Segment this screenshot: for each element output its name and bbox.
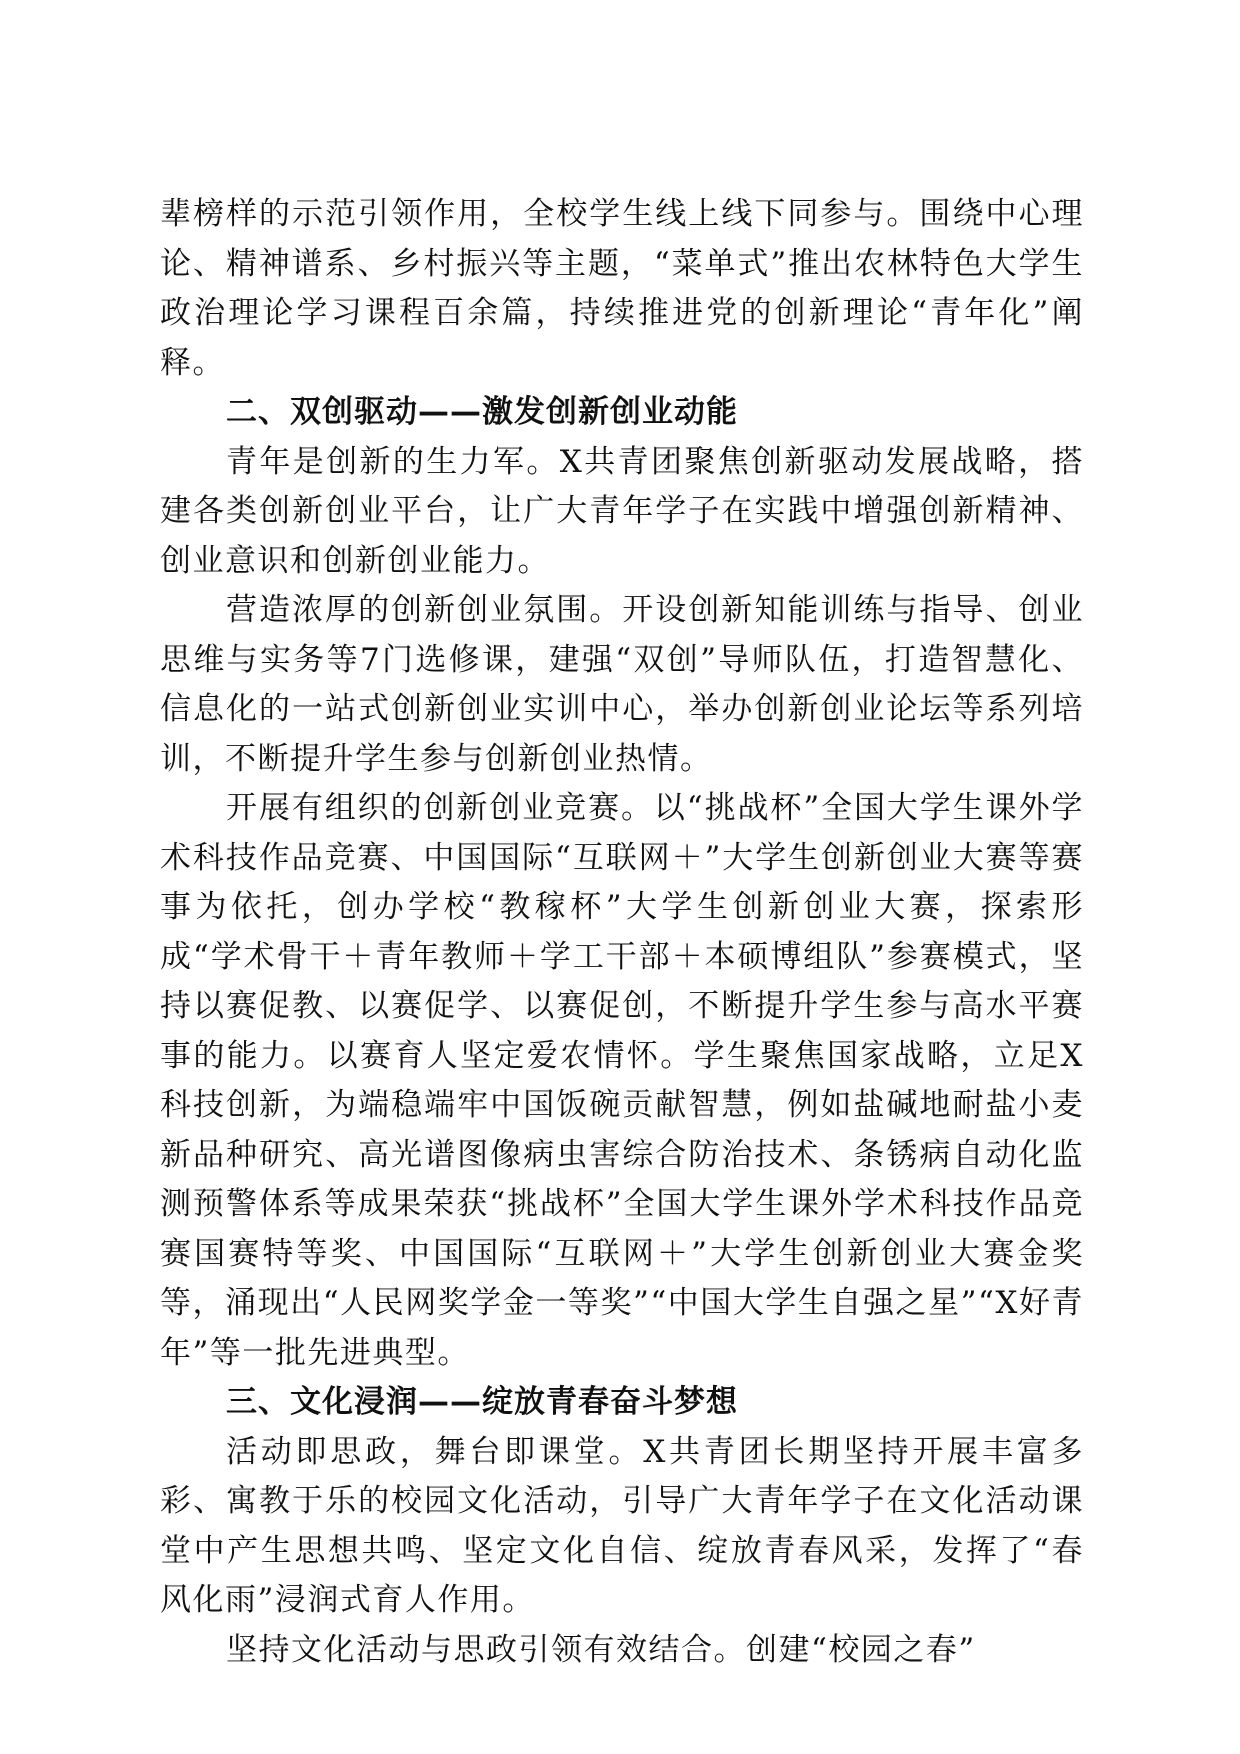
paragraph: 坚持文化活动与思政引领有效结合。创建“校园之春” — [226, 1631, 976, 1668]
paragraph: 开展有组织的创新创业竞赛。以“挑战杯”全国大学生课外学术科技作品竞赛、中国国际“互联网＋”大学生创新创业大赛等赛事为依托，创办学校“教稼杯”大学生创新创业大赛，探索形成“学术骨干＋青年教师＋学工干部＋本硕博组队”参赛模式，坚持以赛促教、以赛促学、以赛促创，不断提升学生参与高水平赛事的能力。以赛育人坚定爱农情怀。学生聚焦国家战略，立足X科技创新，为端稳端牢中国饭碗贡献智慧，例如盐碱地耐盐小麦新品种研究、高光谱图像病虫害综合防治技术、条锈病自动化监测预警体系等成果荣获“挑战杯”全国大学生课外学术科技作品竞赛国赛特等奖、中国国际“互联网＋”大学生创新创业大赛金奖等，涌现出“人民网奖学金一等奖”“中国大学生自强之星”“X好青年”等一批先进典型。 — [160, 790, 1084, 1371]
paragraph: 青年是创新的生力军。X共青团聚焦创新驱动发展战略，搭建各类创新创业平台，让广大青年学子在实践中增强创新精神、创业意识和创新创业能力。 — [160, 443, 1084, 579]
section-heading-3: 三、文化浸润——绽放青春奋斗梦想 — [226, 1384, 738, 1420]
document-page — [160, 190, 1084, 1675]
paragraph: 活动即思政，舞台即课堂。X共青团长期坚持开展丰富多彩、寓教于乐的校园文化活动，引导广大青年学子在文化活动课堂中产生思想共鸣、坚定文化自信、绽放青春风采，发挥了“春风化雨”浸润式育人作用。 — [160, 1433, 1084, 1618]
paragraph: 营造浓厚的创新创业氛围。开设创新知能训练与指导、创业思维与实务等7门选修课，建强“双创”导师队伍，打造智慧化、信息化的一站式创新创业实训中心，举办创新创业论坛等系列培训，不断提升学生参与创新创业热情。 — [160, 592, 1084, 777]
paragraph-continuation: 辈榜样的示范引领作用，全校学生线上线下同参与。围绕中心理论、精神谱系、乡村振兴等主题，“菜单式”推出农林特色大学生政治理论学习课程百余篇，持续推进党的创新理论“青年化”阐释。 — [160, 196, 1084, 381]
section-heading-2: 二、双创驱动——激发创新创业动能 — [226, 394, 738, 430]
